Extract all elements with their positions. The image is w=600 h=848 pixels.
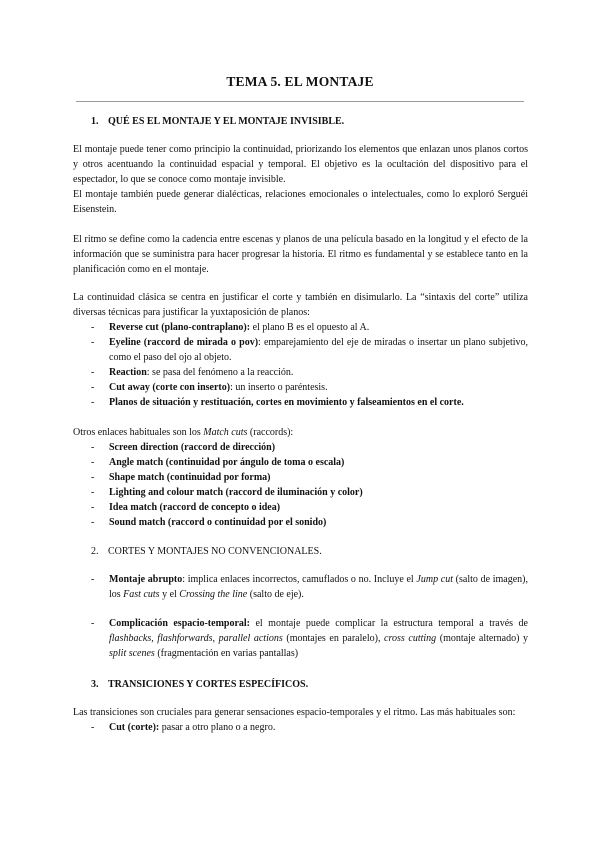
list-item: - Screen direction (raccord de dirección) — [73, 440, 528, 455]
match-cuts-intro: Otros enlaces habituales son los Match cuts (raccords): — [73, 427, 294, 438]
list-item: - Complicación espacio-temporal: el montaje puede complicar la estructura temporal a través de flashbacks, flashforwards, parallel actions (montajes en paralelo), cross cutting (montaje alternado) y split scenes (fragmentación en varias pantallas) — [73, 616, 528, 661]
list-item: - Idea match (raccord de concepto o idea) — [73, 500, 528, 515]
section-2-heading: 2. CORTES Y MONTAJES NO CONVENCIONALES. — [91, 546, 322, 557]
list-item: - Cut away (corte con inserto): un inserto o paréntesis. — [73, 380, 528, 395]
list-item: - Reaction: se pasa del fenómeno a la reacción. — [73, 365, 528, 380]
s1-paragraph-1: El montaje puede tener como principio la continuidad, priorizando los elementos que enlazan unos planos cortos y otros acentuando la continuidad espacial y temporal. El objetivo es la ocultación del dispositivo para el espectador, lo que se conoce como montaje invisible. — [73, 144, 528, 185]
section-3-heading: 3. TRANSICIONES Y CORTES ESPECÍFICOS. — [91, 679, 309, 690]
list-item: - Reverse cut (plano-contraplano): el plano B es el opuesto al A. — [73, 320, 528, 335]
list-item: - Planos de situación y restituación, cortes en movimiento y falseamientos en el corte. — [73, 395, 528, 410]
list-item: - Angle match (continuidad por ángulo de toma o escala) — [73, 455, 528, 470]
document-title: TEMA 5. EL MONTAJE — [226, 74, 374, 89]
s3-paragraph-1: Las transiciones son cruciales para generar sensaciones espacio-temporales y el ritmo. Las más habituales son: — [73, 707, 516, 718]
s1-paragraph-3: El ritmo se define como la cadencia entre escenas y planos de una película basado en la longitud y el efecto de la información que se suministra para hacer progresar la historia. El ritmo es fundamental y se establece tanto en la planificación como en el montaje. — [73, 234, 528, 275]
section-1-heading: 1. QUÉ ES EL MONTAJE Y EL MONTAJE INVISIBLE. — [91, 116, 345, 127]
s1-paragraph-4: La continuidad clásica se centra en justificar el corte y también en disimularlo. La “sintaxis del corte” utiliza diversas técnicas para justificar la yuxtaposición de planos: — [73, 292, 528, 318]
unconventional-cuts-list — [73, 572, 528, 602]
list-item: - Shape match (continuidad por forma) — [73, 470, 528, 485]
s1-paragraph-2: El montaje también puede generar dialécticas, relaciones emocionales o intelectuales, como lo exploró Serguéi Eisenstein. — [73, 189, 528, 215]
list-item: - Montaje abrupto: implica enlaces incorrectos, camuflados o no. Incluye el Jump cut (salto de imagen), los Fast cuts y el Crossing the line (salto de eje). — [73, 572, 528, 602]
title-divider — [76, 101, 524, 102]
match-cuts-list — [73, 440, 528, 530]
list-item: - Sound match (raccord o continuidad por el sonido) — [73, 515, 528, 530]
continuity-techniques-list — [73, 320, 528, 410]
transitions-list — [73, 720, 528, 735]
list-item: - Lighting and colour match (raccord de iluminación y color) — [73, 485, 528, 500]
list-item: - Eyeline (raccord de mirada o pov): emparejamiento del eje de miradas o insertar un plano subjetivo, como el paso del ojo al objeto. — [73, 335, 528, 365]
spatiotemporal-list — [73, 616, 528, 661]
document-body — [73, 114, 528, 735]
list-item: - Cut (corte): pasar a otro plano o a negro. — [73, 720, 528, 735]
